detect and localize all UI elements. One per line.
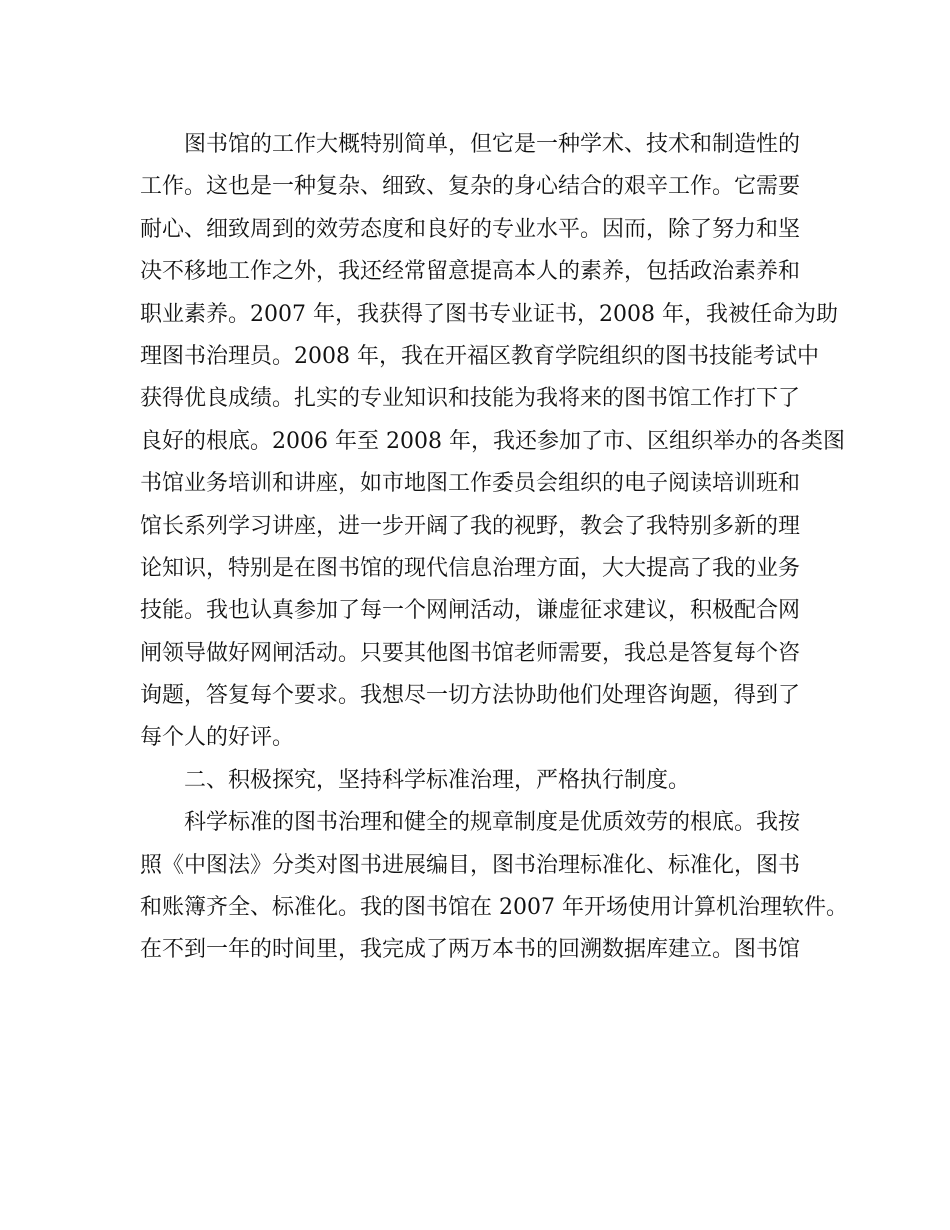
- paragraph-2-line-4: 在不到一年的时间里，我完成了两万本书的回溯数据库建立。图书馆: [140, 937, 801, 963]
- section-heading: 二、积极探究，坚持科学标准治理，严格执行制度。: [184, 767, 691, 793]
- paragraph-1-line-15: 每个人的好评。: [140, 725, 295, 751]
- paragraph-1-line-11: 论知识，特别是在图书馆的现代信息治理方面，大大提高了我的业务: [140, 555, 801, 581]
- paragraph-1-line-7: 获得优良成绩。扎实的专业知识和技能为我将来的图书馆工作打下了: [140, 386, 801, 412]
- paragraph-2-line-3: 和账簿齐全、标准化。我的图书馆在 2007 年开场使用计算机治理软件。: [140, 895, 848, 921]
- paragraph-1-line-2: 工作。这也是一种复杂、细致、复杂的身心结合的艰辛工作。它需要: [140, 174, 801, 200]
- paragraph-1-line-14: 询题，答复每个要求。我想尽一切方法协助他们处理咨询题，得到了: [140, 683, 801, 709]
- paragraph-1-line-3: 耐心、细致周到的效劳态度和良好的专业水平。因而，除了努力和坚: [140, 216, 801, 242]
- paragraph-1-line-1: 图书馆的工作大概特别简单，但它是一种学术、技术和制造性的: [184, 132, 801, 157]
- paragraph-1-line-8: 良好的根底。2006 年至 2008 年，我还参加了市、区组织举办的各类图: [140, 428, 845, 454]
- paragraph-1-line-9: 书馆业务培训和讲座，如市地图工作委员会组织的电子阅读培训班和: [140, 471, 801, 497]
- paragraph-2-line-1: 科学标准的图书治理和健全的规章制度是优质效劳的根底。我按: [184, 810, 801, 836]
- paragraph-1-line-13: 闸领导做好网闸活动。只要其他图书馆老师需要，我总是答复每个咨: [140, 640, 801, 666]
- paragraph-2-line-2: 照《中图法》分类对图书进展编目，图书治理标准化、标准化，图书: [140, 852, 801, 878]
- paragraph-1-line-12: 技能。我也认真参加了每一个网闸活动，谦虚征求建议，积极配合网: [140, 598, 801, 624]
- paragraph-1-line-6: 理图书治理员。2008 年，我在开福区教育学院组织的图书技能考试中: [140, 343, 819, 369]
- paragraph-1-line-10: 馆长系列学习讲座，进一步开阔了我的视野，教会了我特别多新的理: [140, 513, 801, 539]
- paragraph-1-line-5: 职业素养。2007 年，我获得了图书专业证书，2008 年，我被任命为助: [140, 301, 838, 327]
- paragraph-1-line-4: 决不移地工作之外，我还经常留意提高本人的素养，包括政治素养和: [140, 259, 801, 285]
- body-text: [140, 124, 848, 972]
